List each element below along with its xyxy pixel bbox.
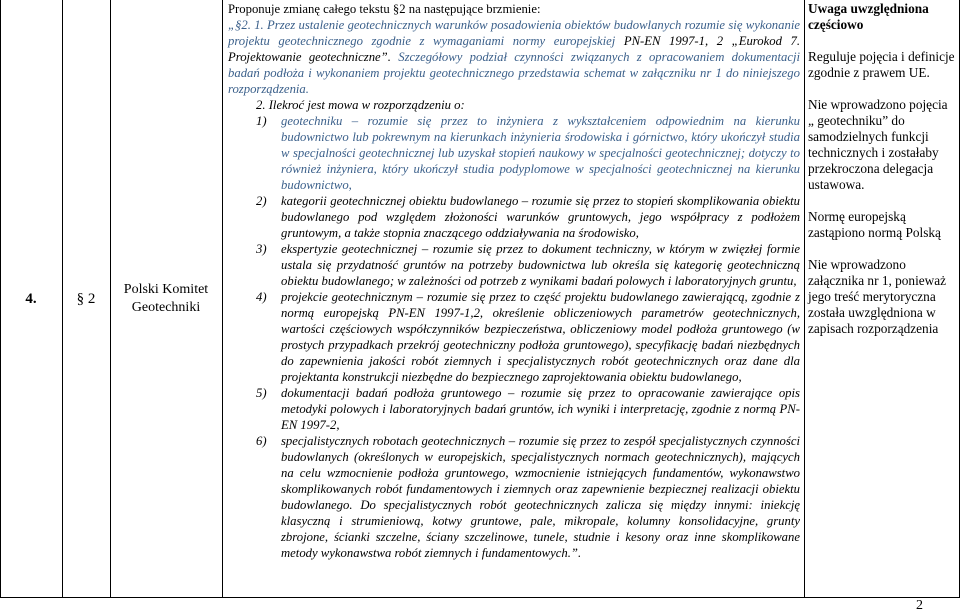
- definition-number: 1): [256, 114, 267, 128]
- definition-text: specjalistycznych robotach geotechnicznych – rozumie się przez to zespół specjalistycznych czynności budowlanych (określonych w europejskich, specjalistycznych normach geotechnicznych), mających na celu wzmocnienie podłoża gruntowego, wzmocnienie istniejących fundamentów, wykonawstwo skomplikowanych robót fundamentowych i ziemnych oraz zapewnienie bezpiecznej realizacji obiektu budowlanego. Do specjalistycznych robót geotechnicznych zalicza się między innymi: iniekcję klasyczną i strumieniową, kotwy gruntowe, pale, mikropale, kolumny konsolidacyjne, grunty zbrojone, ścianki szczelne, ściany szczelinowe, tunele, studnie i kesony oraz inne skomplikowane metody wykonawstwa robót ziemnych i fundamentowych.”.: [281, 434, 800, 560]
- definition-item-2: [228, 193, 800, 241]
- response-note-4: Nie wprowadzono załącznika nr 1, ponieważ jego treść merytoryczna została uwzględniona w zapisach rozporządzenia: [808, 257, 947, 336]
- response-note-1: Reguluje pojęcia i definicje zgodnie z prawem UE.: [808, 49, 955, 80]
- paragraph-1: [228, 17, 800, 97]
- paragraph-2-number: 2.: [256, 98, 266, 112]
- response-note-3: Normę europejską zastąpiono normą Polską: [808, 209, 941, 240]
- definition-item-5: [228, 385, 800, 433]
- definition-text: projekcie geotechnicznym – rozumie się przez to część projektu budowlanego zawierającą, zgodnie z normą europejską PN-EN 1997-1,2, określenie obliczeniowych parametrów geotechnicznych, wartości częściowych współczynników bezpieczeństwa, obliczeniowy model podłoża gruntowego (w prostych przypadkach przekrój geotechniczny podłoża gruntowego), specyfikację badań niezbędnych do zapewnienia jakości robót ziemnych i specjalistycznych robót geotechnicznych oraz dane dla projektanta konstrukcji niezbędne do bezpiecznego zaprojektowania obiektu budowlanego,: [281, 290, 800, 384]
- column-divider: [804, 0, 805, 598]
- paragraph-1-part-b: normy europejskiej: [512, 34, 616, 48]
- definition-text: dokumentacji badań podłoża gruntowego – rozumie się przez to opracowanie zawierające opis metodyki polowych i laboratoryjnych badań gruntów, ich wyniki i interpretację, zgodnie z normą PN-EN 1997-2,: [281, 386, 800, 432]
- definition-item-1: [228, 113, 800, 193]
- submitting-organization: Polski Komitet Geotechniki: [123, 282, 209, 315]
- definition-text: ekspertyzie geotechnicznej – rozumie się przez to dokument techniczny, w którym w zwięzłej formie ustala się przydatność gruntów na potrzeby budownictwa lub określa się kategorię geotechniczną obiektu budowlanego; w zależności od potrzeb z wynikami badań polowych i laboratoryjnych gruntu,: [281, 242, 800, 288]
- definition-number: 6): [256, 434, 267, 448]
- paragraph-1-part-c: PN-EN 1997-1, 2 „Eurokod 7. Projektowanie geotechniczne”.: [228, 34, 800, 64]
- proposed-text-cell: [228, 1, 800, 561]
- paragraph-ref: § 2: [76, 290, 96, 307]
- paragraph-2-lead-text: Ilekroć jest mowa w rozporządzeniu o:: [268, 98, 465, 112]
- paragraph-1-part-d: Szczegółowy podział czynności związanych z opracowaniem dokumentacji badań podłoża i wykonaniem projektu geotechnicznego przedstawia schemat w załączniku nr 1 do niniejszego rozporządzenia.: [228, 50, 800, 96]
- definition-number: 4): [256, 290, 267, 304]
- definition-text: kategorii geotechnicznej obiektu budowlanego – rozumie się przez to stopień skomplikowania obiektu budowlanego pod względem złożoności warunków gruntowych, jego współpracy z podłożem gruntowym, a także stopnia znaczącego oddziaływania na środowisko,: [281, 194, 800, 240]
- response-note-2: Nie wprowadzono pojęcia „ geotechniku” do samodzielnych funkcji technicznych i zostałaby przekroczona delegacja ustawowa.: [808, 97, 948, 192]
- paragraph-2-lead: [228, 97, 800, 113]
- definition-item-4: [228, 289, 800, 385]
- page-number: 2: [916, 598, 923, 613]
- definition-number: 5): [256, 386, 267, 400]
- definition-number: 2): [256, 194, 267, 208]
- definition-number: 3): [256, 242, 267, 256]
- response-heading: Uwaga uwzględniona częściowo: [808, 1, 929, 32]
- paragraph-1-part-a: „§2. 1. Przez ustalenie geotechnicznych warunków posadowienia obiektów budowlanych rozumie się wykonanie projektu geotechnicznego zgodnie z wymaganiami: [228, 18, 800, 48]
- proposal-intro: Proponuje zmianę całego tekstu §2 na następujące brzmienie:: [228, 2, 541, 16]
- row-number: 4.: [25, 290, 37, 307]
- definition-item-6: [228, 433, 800, 561]
- definition-text: geotechniku – rozumie się przez to inżyniera z wykształceniem odpowiednim na kierunku budownictwo lub pokrewnym na kierunkach inżynieria środowiska i górnictwo, który ukończył studia w specjalności geotechnicznej lub uzyskał stopień naukowy w specjalności geotechnicznej; dotyczy to również inżyniera, który ukończył studia podyplomowe w specjalności geotechnicznej na kierunku budownictwo,: [281, 114, 800, 192]
- column-divider: [222, 0, 223, 598]
- definition-item-3: [228, 241, 800, 289]
- response-cell: [808, 1, 956, 337]
